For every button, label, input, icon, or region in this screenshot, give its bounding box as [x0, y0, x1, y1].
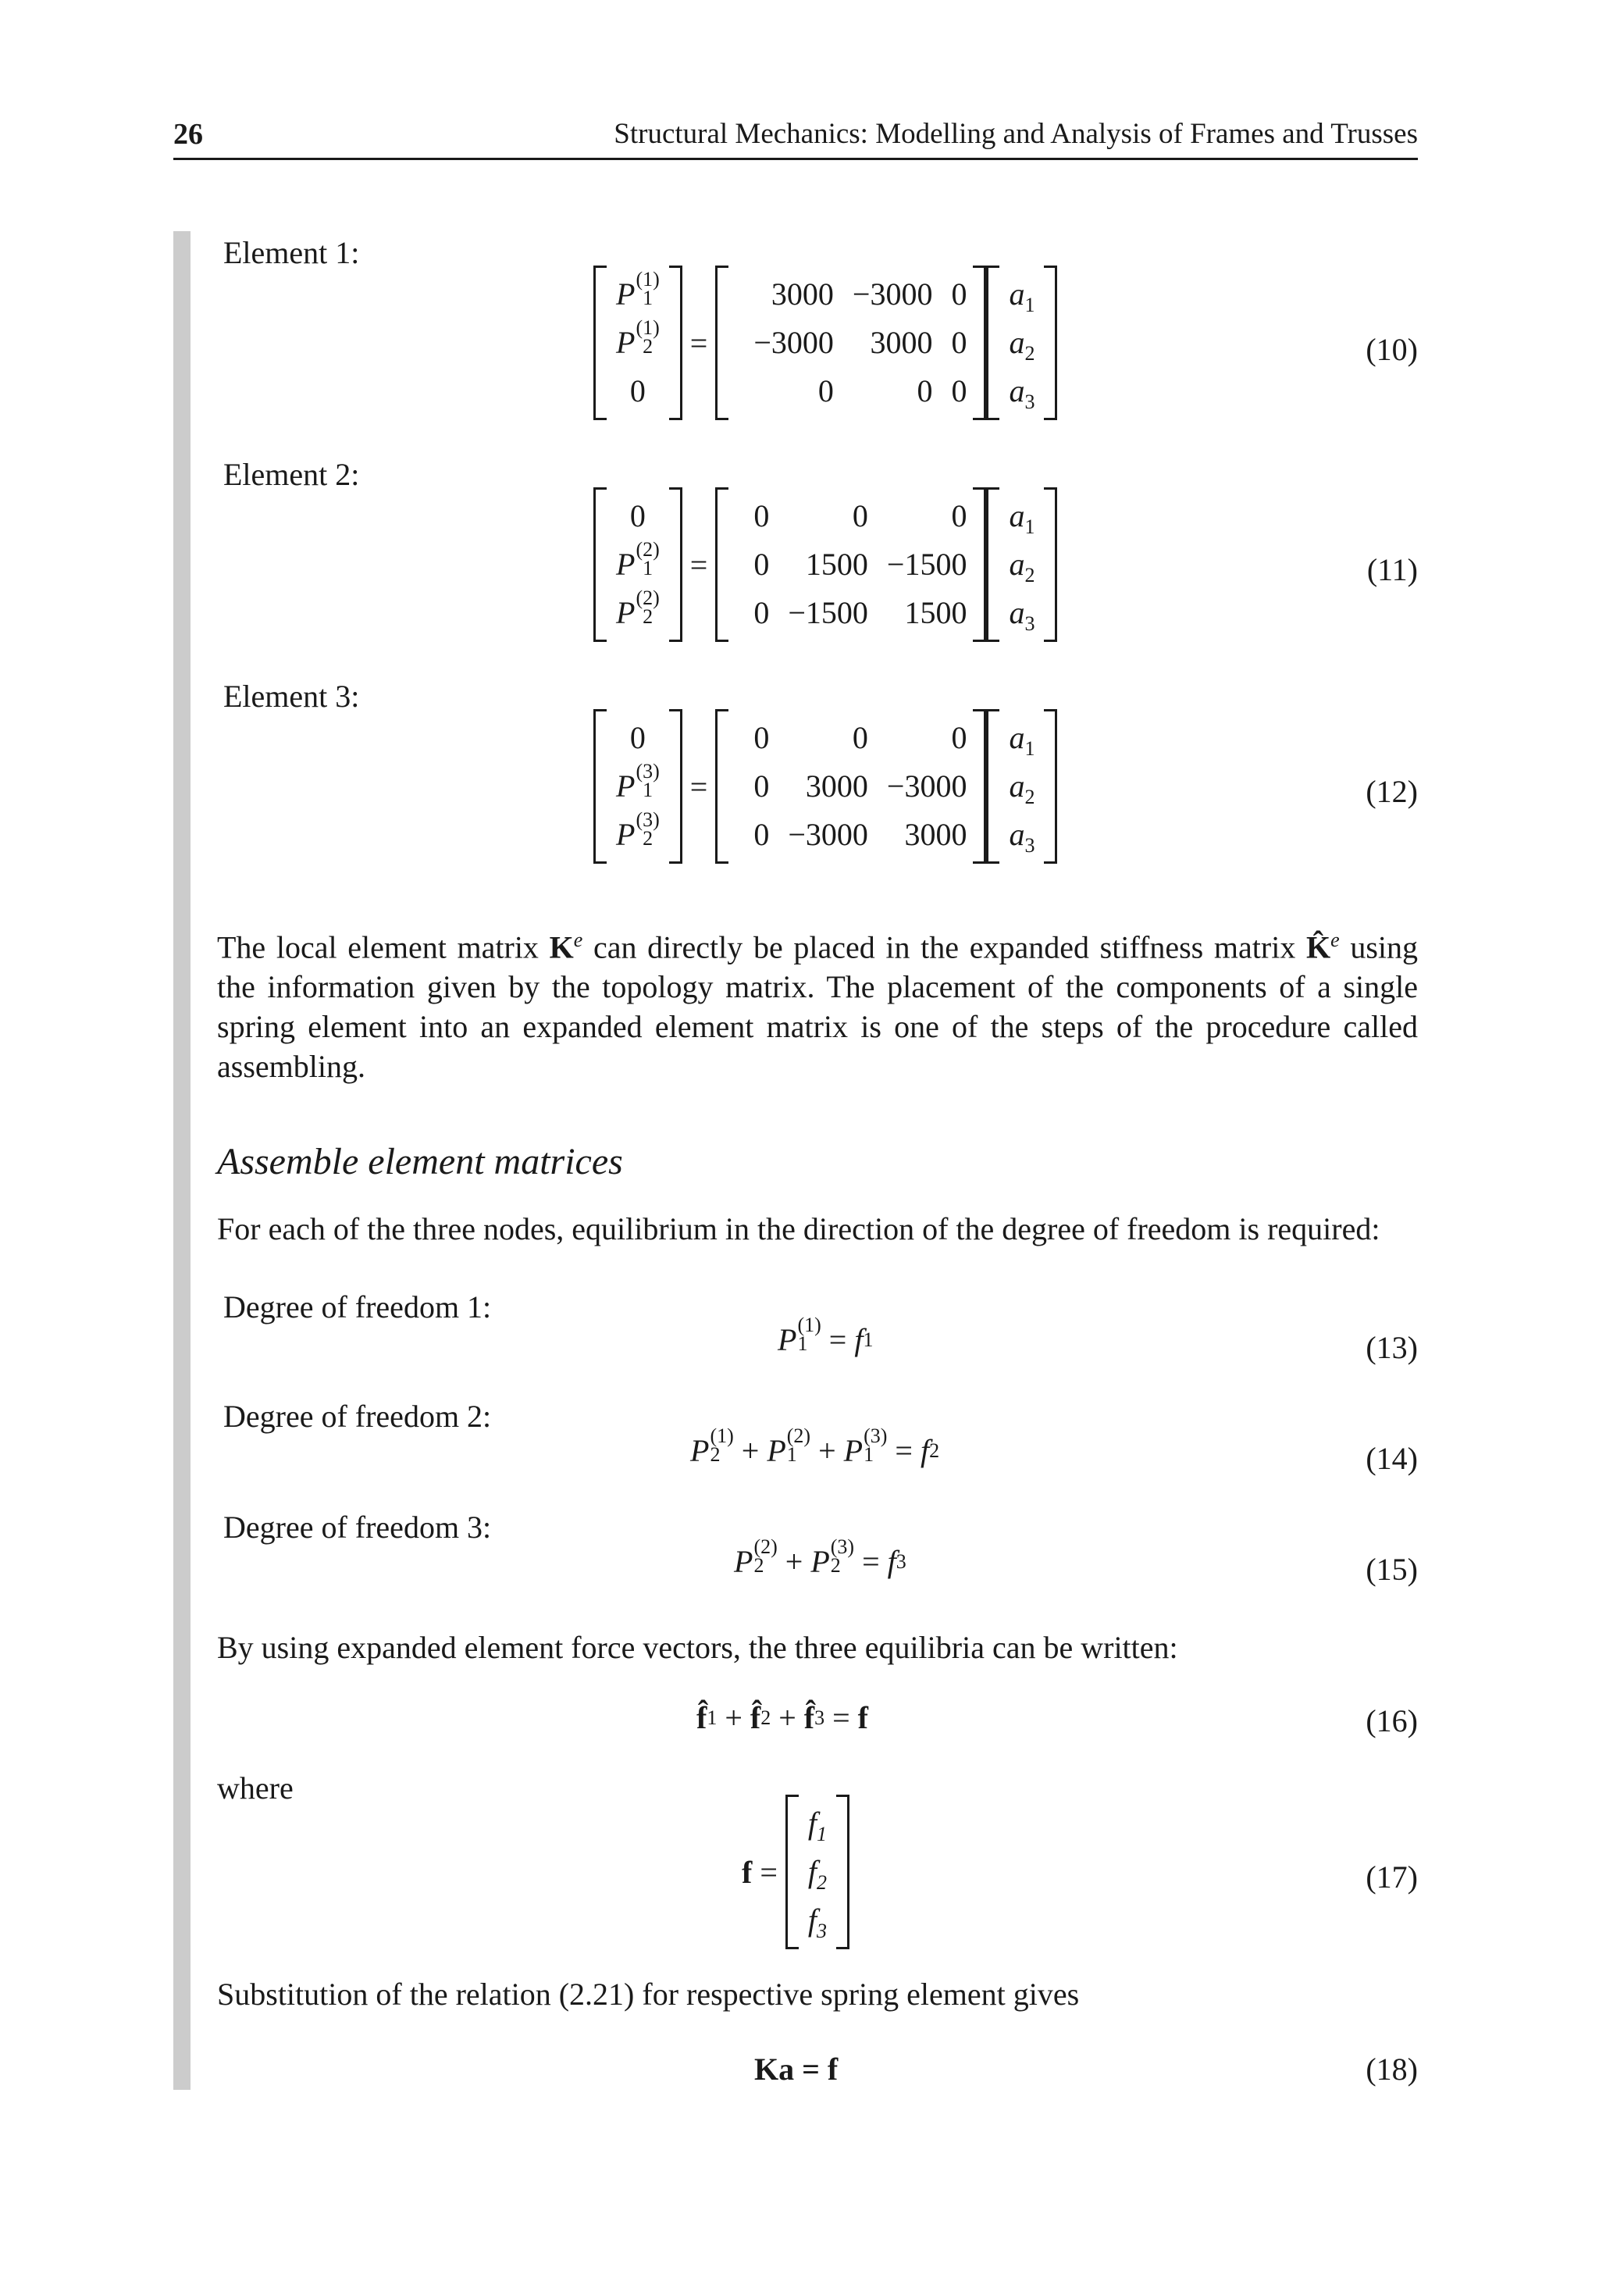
stiffness-entry-3-3: 0	[951, 373, 967, 408]
equation-number-12: (12)	[1366, 774, 1418, 809]
force-vector	[593, 266, 682, 420]
dof-2-label: Degree of freedom 2:	[223, 1399, 492, 1434]
dof-1-label: Degree of freedom 1:	[223, 1289, 492, 1324]
paragraph-equilibrium: For each of the three nodes, equilibrium in the direction of the degree of freedom is required:	[217, 1211, 1380, 1246]
matrix-equation-12	[593, 709, 1057, 864]
page-number: 26	[173, 118, 203, 151]
section-heading: Assemble element matrices	[217, 1141, 623, 1182]
force-entry-3: 0	[629, 373, 646, 408]
dof-3-label: Degree of freedom 3:	[223, 1510, 492, 1545]
stiffness-entry-2-3: −1500	[886, 547, 967, 582]
stiffness-matrix	[715, 709, 986, 864]
force-entry-3: P (2) 2	[616, 586, 660, 630]
matrix-equation-11	[593, 487, 1057, 642]
displacement-entry-3: $a_3$	[1009, 373, 1035, 413]
stiffness-entry-1-3: 0	[951, 276, 967, 312]
equation-number-18: (18)	[1366, 2052, 1418, 2087]
equation-15: P (2) 2 + P (3) 2 = f 3	[734, 1535, 906, 1579]
paragraph-local-matrix: The local element matrix $K^e$ can directly be placed in the expanded stiffness matrix K̂$^e$ using the information given by the topology matrix. The placement of the components of a single spring element into an expanded element matrix is one of the steps of the procedure called assembling.	[217, 929, 1419, 1085]
stiffness-entry-1-2: −3000	[852, 276, 933, 312]
stiffness-entry-1-3: 0	[951, 720, 967, 755]
displacement-vector	[986, 487, 1057, 642]
displacement-vector	[986, 709, 1057, 864]
equation-number-15: (15)	[1366, 1552, 1418, 1587]
element-3-label: Element 3:	[223, 679, 360, 714]
f-vector-3: $f_3$	[807, 1902, 828, 1942]
stiffness-entry-2-1: 0	[753, 547, 770, 582]
stiffness-entry-1-2: 0	[852, 498, 868, 533]
stiffness-entry-3-2: −3000	[788, 817, 868, 852]
stiffness-entry-1-3: 0	[951, 498, 967, 533]
stiffness-matrix	[715, 266, 986, 420]
force-vector	[593, 487, 682, 642]
stiffness-entry-3-3: 1500	[904, 595, 967, 630]
displacement-entry-1: $a_1$	[1009, 720, 1035, 760]
margin-bar	[173, 231, 191, 2090]
stiffness-entry-3-2: −1500	[788, 595, 868, 630]
stiffness-entry-3-1: 0	[817, 373, 834, 408]
paragraph-force-vectors: By using expanded element force vectors, the three equilibria can be written:	[217, 1630, 1178, 1665]
force-vector	[593, 709, 682, 864]
displacement-entry-1: $a_1$	[1009, 498, 1035, 538]
displacement-entry-1: $a_1$	[1009, 276, 1035, 316]
equation-number-14: (14)	[1366, 1441, 1418, 1476]
equation-17: f = $f_1$ $f_2$ $f_3$	[742, 1795, 849, 1949]
equation-number-17: (17)	[1366, 1859, 1418, 1895]
displacement-entry-2: $a_2$	[1009, 768, 1035, 808]
stiffness-entry-3-3: 3000	[904, 817, 967, 852]
running-title: Structural Mechanics: Modelling and Analysis of Frames and Trusses	[614, 118, 1418, 150]
stiffness-entry-2-3: −3000	[886, 768, 967, 804]
stiffness-entry-2-2: 3000	[870, 325, 933, 360]
force-entry-2: P (2) 1	[616, 538, 660, 582]
where-label: where	[217, 1770, 294, 1806]
displacement-entry-2: $a_2$	[1009, 325, 1035, 365]
stiffness-entry-1-1: 0	[753, 720, 770, 755]
equation-18: Ka = f	[754, 2052, 839, 2087]
force-entry-1: 0	[629, 498, 646, 533]
stiffness-entry-2-2: 1500	[805, 547, 868, 582]
displacement-entry-3: $a_3$	[1009, 817, 1035, 857]
matrix-equation-10	[593, 266, 1057, 420]
paragraph-substitution: Substitution of the relation (2.21) for respective spring element gives	[217, 1977, 1080, 2012]
element-2-label: Element 2:	[223, 457, 360, 492]
stiffness-matrix	[715, 487, 986, 642]
stiffness-entry-3-1: 0	[753, 817, 770, 852]
displacement-entry-3: $a_3$	[1009, 595, 1035, 635]
stiffness-entry-3-1: 0	[753, 595, 770, 630]
f-vector-2: $f_2$	[807, 1854, 828, 1894]
equation-number-13: (13)	[1366, 1330, 1418, 1365]
displacement-entry-2: $a_2$	[1009, 547, 1035, 586]
element-1-label: Element 1:	[223, 235, 360, 270]
stiffness-entry-2-1: 0	[753, 768, 770, 804]
equation-16: f̂ 1 + f̂ 2 + f̂ 3 = f	[696, 1700, 868, 1735]
equation-14: P (1) 2 + P (2) 1 + P (3) 1 = f 2	[690, 1424, 940, 1468]
equation-13: P (1) 1 = f 1	[778, 1313, 874, 1357]
equation-number-10: (10)	[1366, 332, 1418, 367]
force-entry-1: P (1) 1	[616, 268, 660, 312]
equals-sign: =	[689, 547, 708, 583]
stiffness-entry-2-2: 3000	[805, 768, 868, 804]
f-vector-1: $f_1$	[807, 1806, 828, 1845]
stiffness-entry-1-2: 0	[852, 720, 868, 755]
equals-sign: =	[689, 768, 708, 804]
stiffness-entry-1-1: 0	[753, 498, 770, 533]
force-entry-2: P (1) 2	[616, 316, 660, 360]
f-vector	[785, 1795, 849, 1949]
stiffness-entry-3-2: 0	[917, 373, 933, 408]
stiffness-entry-1-1: 3000	[771, 276, 834, 312]
stiffness-entry-2-1: −3000	[753, 325, 834, 360]
force-entry-1: 0	[629, 720, 646, 755]
stiffness-entry-2-3: 0	[951, 325, 967, 360]
displacement-vector	[986, 266, 1057, 420]
force-entry-2: P (3) 1	[616, 760, 660, 804]
equals-sign: =	[689, 325, 708, 361]
force-entry-3: P (3) 2	[616, 808, 660, 852]
equation-number-11: (11)	[1366, 552, 1418, 587]
page-header	[173, 114, 1418, 160]
equation-number-16: (16)	[1366, 1703, 1418, 1738]
